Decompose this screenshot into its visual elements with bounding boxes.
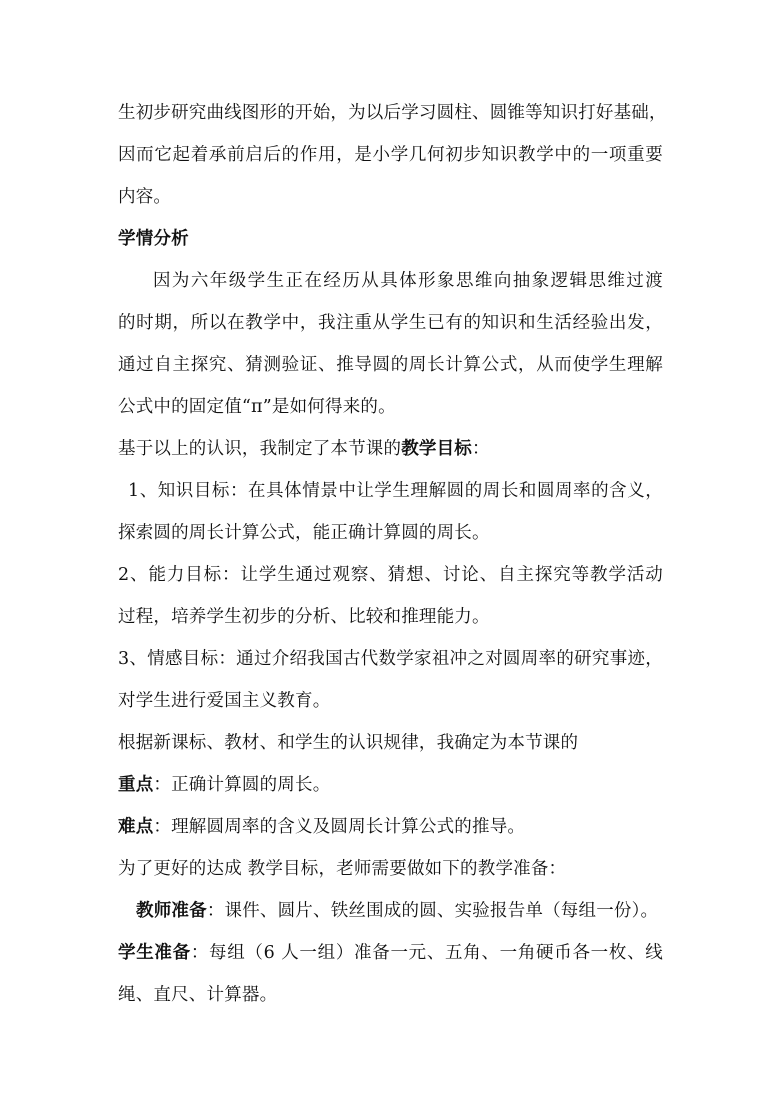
goal1-line-1: 1、知识目标：在具体情景中让学生理解圆的周长和圆周率的含义， [128, 481, 663, 501]
key-point [118, 773, 663, 797]
student-prep-label: 学生准备 [118, 943, 191, 963]
teacher-prep [118, 899, 663, 923]
intro-line-2: 因而它起着承前启后的作用，是小学几何初步知识教学中的一项重要 [118, 145, 663, 165]
goal3-line-1: 3、情感目标：通过介绍我国古代数学家祖冲之对圆周率的研究事迹， [118, 649, 663, 669]
student-prep-line-2: 绳、直尺、计算器。 [118, 985, 278, 1005]
goal2-line-2: 过程，培养学生初步的分析、比较和推理能力。 [118, 607, 490, 627]
difficulty-text: ：理解圆周率的含义及圆周长计算公式的推导。 [153, 817, 526, 837]
analysis-line-1: 因为六年级学生正在经历从具体形象思维向抽象逻辑思维过渡 [153, 271, 663, 291]
teacher-prep-text: ：课件、圆片、铁丝围成的圆、实验报告单（每组一份）。 [206, 901, 659, 921]
intro-line-1: 生初步研究曲线图形的开始，为以后学习圆柱、圆锥等知识打好基础， [118, 103, 667, 123]
key-point-text: ：正确计算圆的周长。 [153, 775, 331, 795]
key-point-label: 重点 [118, 775, 154, 795]
difficulty-point [118, 815, 663, 839]
goals-intro-suffix: ： [472, 439, 490, 459]
difficulty-label: 难点 [118, 817, 154, 837]
goal1-line-2: 探索圆的周长计算公式，能正确计算圆的周长。 [118, 523, 490, 543]
analysis-line-4: 公式中的固定值“π”是如何得来的。 [118, 397, 396, 417]
student-prep-text-1: ：每组（6 人一组）准备一元、五角、一角硬币各一枚、线 [190, 943, 663, 963]
intro-line-3: 内容。 [118, 187, 172, 207]
goal3-line-2: 对学生进行爱国主义教育。 [118, 691, 331, 711]
heading-student-analysis: 学情分析 [118, 229, 189, 249]
analysis-line-2: 的时期，所以在教学中，我注重从学生已有的知识和生活经验出发， [118, 313, 663, 333]
basis-line: 根据新课标、教材、和学生的认识规律，我确定为本节课的 [118, 733, 579, 753]
goals-intro-prefix: 基于以上的认识，我制定了本节课的 [118, 439, 402, 459]
goal2-line-1: 2、能力目标：让学生通过观察、猜想、讨论、自主探究等教学活动 [118, 565, 663, 585]
goals-intro-bold: 教学目标 [401, 439, 473, 459]
goals-intro [118, 437, 663, 461]
analysis-line-3: 通过自主探究、猜测验证、推导圆的周长计算公式，从而使学生理解 [118, 355, 663, 375]
prep-intro: 为了更好的达成 教学目标，老师需要做如下的教学准备： [118, 859, 567, 879]
teacher-prep-label: 教师准备 [136, 901, 207, 921]
student-prep-line-1 [118, 941, 663, 965]
